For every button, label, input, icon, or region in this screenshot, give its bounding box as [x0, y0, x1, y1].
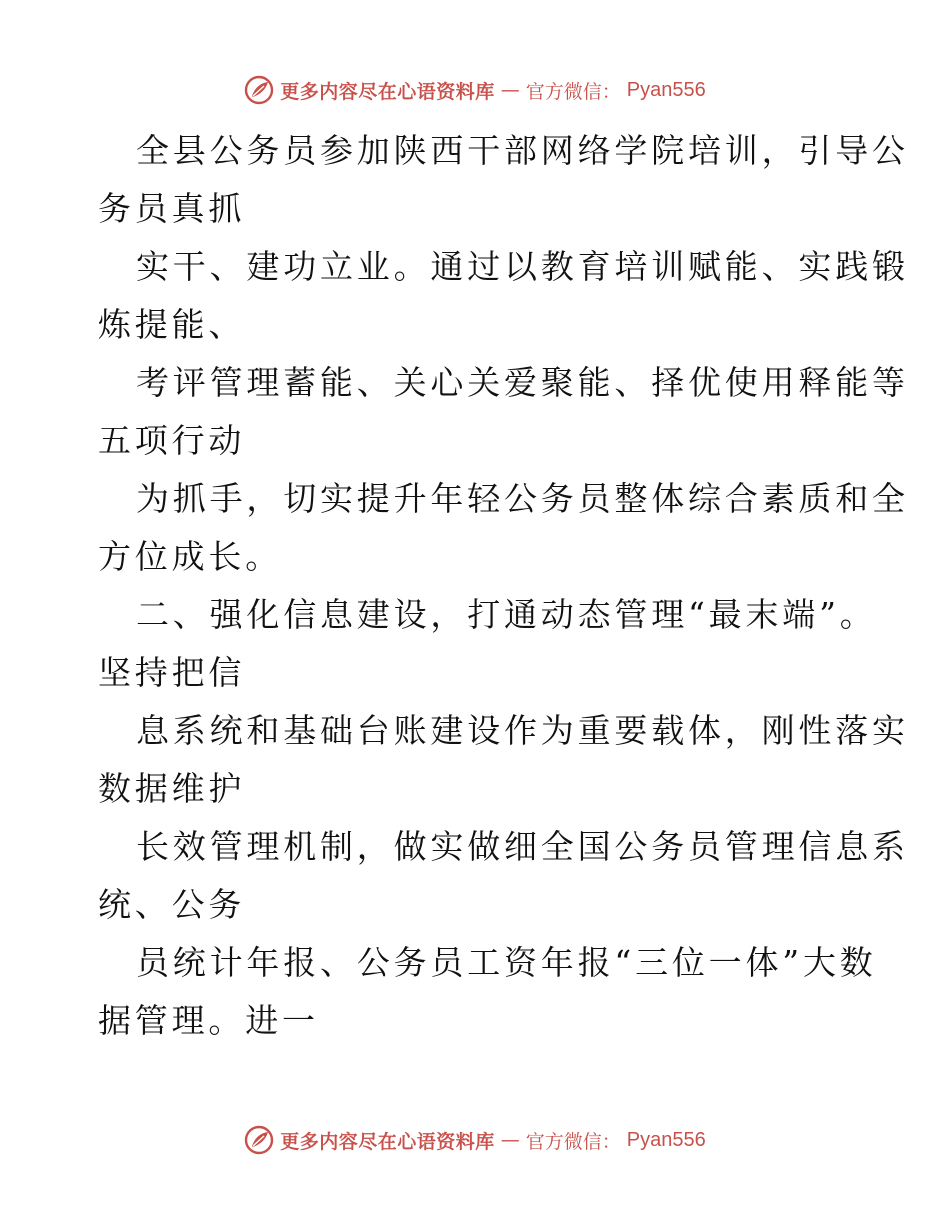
- body-line: 息系统和基础台账建设作为重要载体，刚性落实: [136, 711, 909, 750]
- body-line: 二、强化信息建设，打通动态管理“最末端”。: [136, 595, 877, 634]
- body-line: 据管理。进一: [98, 1001, 319, 1040]
- body-line: 实干、建功立业。通过以教育培训赋能、实践锻: [136, 247, 909, 286]
- body-line: 五项行动: [98, 421, 246, 460]
- footer-banner: [0, 1120, 950, 1160]
- body-line: 坚持把信: [98, 653, 246, 692]
- header-dash: —: [500, 79, 520, 101]
- footer-wechat-id: Pyan556: [626, 1128, 706, 1151]
- body-line: 炼提能、: [98, 305, 246, 344]
- body-text: [98, 122, 909, 1050]
- body-line: 长效管理机制，做实做细全国公务员管理信息系: [136, 827, 909, 866]
- header-wechat-label: 官方微信：: [525, 80, 621, 103]
- body-line: 方位成长。: [98, 537, 282, 576]
- body-line: 数据维护: [98, 769, 246, 808]
- footer-wechat-label: 官方微信：: [525, 1130, 621, 1153]
- footer-dash: —: [500, 1129, 520, 1151]
- footer-brand-text: 更多内容尽在心语资料库: [280, 1130, 495, 1153]
- leaf-logo-icon: [244, 1125, 274, 1155]
- leaf-logo-icon: [244, 75, 274, 105]
- body-line: 统、公务: [98, 885, 246, 924]
- body-line: 员统计年报、公务员工资年报“三位一体”大数: [136, 943, 877, 982]
- body-line: 考评管理蓄能、关心关爱聚能、择优使用释能等: [136, 363, 909, 402]
- body-line: 全县公务员参加陕西干部网络学院培训，引导公: [136, 131, 909, 170]
- body-line: 为抓手，切实提升年轻公务员整体综合素质和全: [136, 479, 909, 518]
- header-banner: [0, 70, 950, 110]
- header-brand-text: 更多内容尽在心语资料库: [280, 80, 495, 103]
- header-wechat-id: Pyan556: [626, 78, 706, 101]
- body-line: 务员真抓: [98, 189, 246, 228]
